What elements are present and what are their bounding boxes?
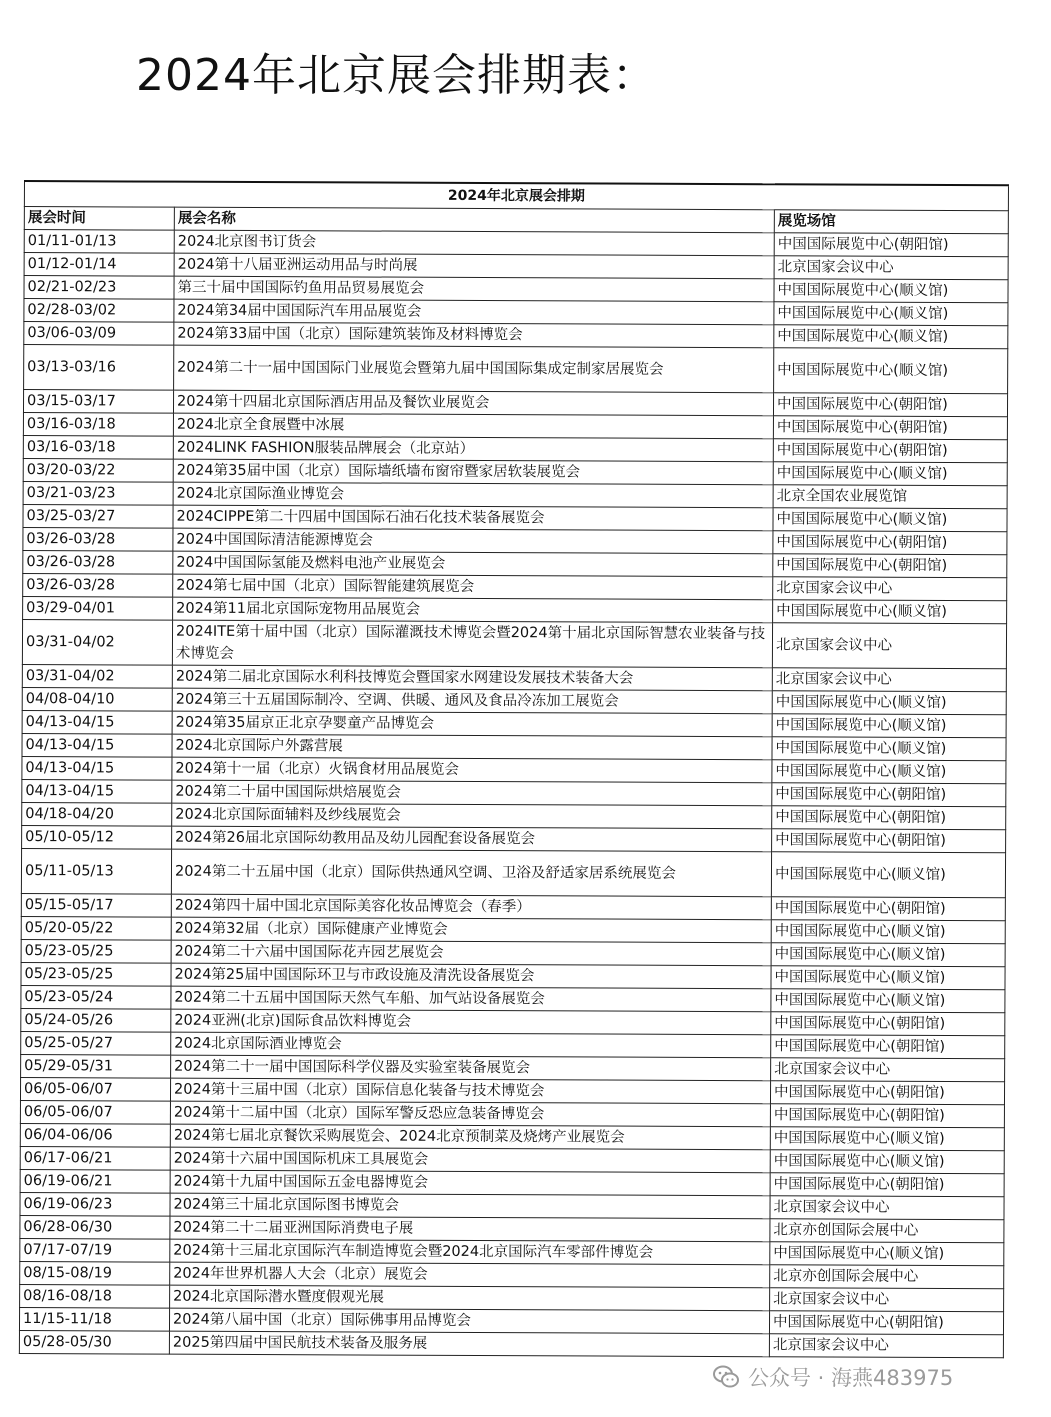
cell-venue: 中国国际展览中心(朝阳馆) (773, 416, 1007, 440)
cell-name: 2024第四十届中国北京国际美容化妆品博览会（春季） (171, 894, 771, 920)
cell-name: 2025第四届中国民航技术装备及服务展 (169, 1331, 769, 1357)
cell-venue: 中国国际展览中心(朝阳馆) (772, 829, 1006, 853)
cell-date: 03/16-03/18 (23, 412, 173, 436)
cell-venue: 中国国际展览中心(朝阳馆) (770, 1173, 1004, 1197)
cell-name: 2024第25届中国国际环卫与市政设施及清洗设备展览会 (171, 963, 771, 989)
cell-name: 2024北京国际酒业博览会 (171, 1032, 771, 1058)
schedule-sheet (19, 180, 1008, 1358)
cell-date: 02/21-02/23 (24, 276, 174, 300)
cell-venue: 北京国家会议中心 (771, 1058, 1005, 1082)
cell-venue: 中国国际展览中心(顺义馆) (772, 737, 1006, 761)
cell-date: 03/25-03/27 (23, 504, 173, 528)
cell-venue: 北京亦创国际会展中心 (770, 1219, 1004, 1243)
cell-venue: 中国国际展览中心(顺义馆) (774, 279, 1008, 303)
cell-date: 05/25-05/27 (21, 1031, 171, 1055)
cell-venue: 中国国际展览中心(顺义馆) (771, 943, 1005, 967)
cell-name: 2024第35届中国（北京）国际墙纸墙布窗帘暨家居软装展览会 (173, 459, 773, 485)
cell-name: 2024第26届北京国际幼教用品及幼儿园配套设备展览会 (172, 826, 772, 852)
cell-name: 2024第十四届北京国际酒店用品及餐饮业展览会 (173, 390, 773, 416)
cell-venue: 中国国际展览中心(朝阳馆) (769, 1311, 1003, 1335)
cell-venue: 北京国家会议中心 (774, 256, 1008, 280)
cell-date: 03/20-03/22 (23, 458, 173, 482)
cell-date: 06/05-06/07 (20, 1077, 170, 1101)
cell-date: 08/16-08/18 (20, 1284, 170, 1308)
cell-venue: 北京国家会议中心 (772, 668, 1006, 692)
table-caption: 2024年北京展会排期 (24, 181, 1008, 211)
cell-date: 06/19-06/21 (20, 1169, 170, 1193)
watermark-text: 公众号 · 海燕483975 (748, 1366, 954, 1390)
cell-venue: 中国国际展览中心(顺义馆) (773, 508, 1007, 532)
cell-date: 06/19-06/23 (20, 1192, 170, 1216)
cell-venue: 中国国际展览中心(顺义馆) (771, 920, 1005, 944)
cell-venue: 北京国家会议中心 (772, 623, 1006, 669)
cell-name: 2024年世界机器人大会（北京）展览会 (170, 1262, 770, 1288)
cell-name: 2024第十八届亚洲运动用品与时尚展 (174, 253, 774, 279)
cell-date: 03/16-03/18 (23, 435, 173, 459)
cell-venue: 中国国际展览中心(朝阳馆) (773, 554, 1007, 578)
cell-name: 2024第二十一届中国国际科学仪器及实验室装备展览会 (171, 1055, 771, 1081)
cell-name: 2024第34届中国国际汽车用品展览会 (174, 299, 774, 325)
cell-date: 05/11-05/13 (21, 848, 171, 894)
cell-name: 2024第七届北京餐饮采购展览会、2024北京预制菜及烧烤产业展览会 (170, 1124, 770, 1150)
cell-venue: 北京国家会议中心 (773, 577, 1007, 601)
cell-date: 04/08-04/10 (22, 687, 172, 711)
cell-date: 03/13-03/16 (24, 345, 174, 391)
cell-name: 2024第32届（北京）国际健康产业博览会 (171, 917, 771, 943)
cell-venue: 北京国家会议中心 (769, 1334, 1003, 1358)
cell-date: 06/05-06/07 (20, 1100, 170, 1124)
table-row (19, 1330, 1003, 1357)
table-body (19, 230, 1008, 1358)
cell-venue: 中国国际展览中心(朝阳馆) (772, 806, 1006, 830)
cell-name: 2024第二十一届中国国际门业展览会暨第九届中国国际集成定制家居展览会 (174, 345, 774, 393)
cell-name: 2024第二十六届中国国际花卉园艺展览会 (171, 940, 771, 966)
cell-name: 2024第十九届中国国际五金电器博览会 (170, 1170, 770, 1196)
cell-name: 2024亚洲(北京)国际食品饮料博览会 (171, 1009, 771, 1035)
cell-date: 06/04-06/06 (20, 1123, 170, 1147)
cell-name: 2024第十三届北京国际汽车制造博览会暨2024北京国际汽车零部件博览会 (170, 1239, 770, 1265)
cell-name: 2024北京国际渔业博览会 (173, 482, 773, 508)
cell-name: 2024北京国际面辅料及纱线展览会 (172, 803, 772, 829)
cell-venue: 北京亦创国际会展中心 (770, 1265, 1004, 1289)
cell-name: 2024中国国际氢能及燃料电池产业展览会 (173, 551, 773, 577)
cell-name: 2024北京全食展暨中冰展 (173, 413, 773, 439)
cell-date: 03/06-03/09 (24, 322, 174, 346)
header-venue: 展览场馆 (774, 210, 1008, 234)
cell-date: 03/21-03/23 (23, 481, 173, 505)
cell-venue: 中国国际展览中心(朝阳馆) (773, 531, 1007, 555)
cell-date: 04/13-04/15 (22, 756, 172, 780)
cell-date: 01/11-01/13 (24, 230, 174, 254)
cell-date: 05/24-05/26 (21, 1008, 171, 1032)
cell-name: 2024第三十五届国际制冷、空调、供暖、通风及食品冷冻加工展览会 (172, 688, 772, 714)
cell-date: 07/17-07/19 (20, 1238, 170, 1262)
cell-name: 2024第七届中国（北京）国际智能建筑展览会 (173, 574, 773, 600)
cell-venue: 中国国际展览中心(朝阳馆) (771, 1035, 1005, 1059)
cell-date: 02/28-03/02 (24, 299, 174, 323)
cell-date: 04/13-04/15 (22, 779, 172, 803)
cell-date: 05/15-05/17 (21, 893, 171, 917)
cell-name: 2024北京国际潜水暨度假观光展 (170, 1285, 770, 1311)
cell-venue: 中国国际展览中心(顺义馆) (774, 325, 1008, 349)
cell-name: 2024ITE第十届中国（北京）国际灌溉技术博览会暨2024第十届北京国际智慧农业装备与技术博览会 (172, 620, 772, 668)
cell-venue: 中国国际展览中心(朝阳馆) (770, 1081, 1004, 1105)
cell-venue: 北京国家会议中心 (770, 1196, 1004, 1220)
cell-venue: 中国国际展览中心(朝阳馆) (770, 1104, 1004, 1128)
cell-name: 2024第二十届中国国际烘焙展览会 (172, 780, 772, 806)
cell-venue: 中国国际展览中心(顺义馆) (770, 1242, 1004, 1266)
cell-name: 2024北京图书订货会 (174, 230, 774, 256)
cell-name: 2024第八届中国（北京）国际佛事用品博览会 (169, 1308, 769, 1334)
cell-date: 05/23-05/25 (21, 939, 171, 963)
cell-date: 03/31-04/02 (22, 619, 172, 665)
table-row (21, 848, 1005, 897)
cell-venue: 北京全国农业展览馆 (773, 485, 1007, 509)
cell-venue: 北京国家会议中心 (770, 1288, 1004, 1312)
cell-date: 05/23-05/25 (21, 962, 171, 986)
cell-date: 03/29-04/01 (23, 596, 173, 620)
wechat-icon (712, 1363, 740, 1391)
cell-venue: 中国国际展览中心(顺义馆) (774, 302, 1008, 326)
cell-date: 01/12-01/14 (24, 253, 174, 277)
cell-date: 11/15-11/18 (19, 1307, 169, 1331)
cell-name: 2024北京国际户外露营展 (172, 734, 772, 760)
cell-venue: 中国国际展览中心(顺义馆) (772, 691, 1006, 715)
cell-name: 2024中国国际清洁能源博览会 (173, 528, 773, 554)
watermark (712, 1360, 953, 1394)
cell-name: 2024第十三届中国（北京）国际信息化装备与技术博览会 (170, 1078, 770, 1104)
cell-name: 2024第二十五届中国（北京）国际供热通风空调、卫浴及舒适家居系统展览会 (171, 849, 771, 897)
cell-venue: 中国国际展览中心(朝阳馆) (774, 233, 1008, 257)
cell-venue: 中国国际展览中心(顺义馆) (773, 462, 1007, 486)
cell-date: 03/31-04/02 (22, 664, 172, 688)
cell-name: 2024第35届京正北京孕婴童产品博览会 (172, 711, 772, 737)
cell-date: 03/26-03/28 (23, 573, 173, 597)
cell-date: 04/18-04/20 (22, 802, 172, 826)
cell-date: 06/17-06/21 (20, 1146, 170, 1170)
cell-venue: 中国国际展览中心(顺义馆) (770, 1150, 1004, 1174)
cell-name: 2024CIPPE第二十四届中国国际石油石化技术装备展览会 (173, 505, 773, 531)
cell-name: 第三十届中国国际钓鱼用品贸易展览会 (174, 276, 774, 302)
cell-venue: 中国国际展览中心(顺义馆) (772, 714, 1006, 738)
cell-venue: 中国国际展览中心(顺义馆) (771, 966, 1005, 990)
cell-date: 03/26-03/28 (23, 550, 173, 574)
cell-venue: 中国国际展览中心(顺义馆) (772, 760, 1006, 784)
cell-name: 2024第十二届中国（北京）国际军警反恐应急装备博览会 (170, 1101, 770, 1127)
cell-date: 06/28-06/30 (20, 1215, 170, 1239)
cell-name: 2024第33届中国（北京）国际建筑装饰及材料博览会 (174, 322, 774, 348)
header-date: 展会时间 (24, 207, 174, 231)
cell-venue: 中国国际展览中心(朝阳馆) (773, 393, 1007, 417)
cell-venue: 中国国际展览中心(顺义馆) (771, 852, 1005, 898)
cell-venue: 中国国际展览中心(顺义馆) (774, 348, 1008, 394)
cell-name: 2024第十六届中国国际机床工具展览会 (170, 1147, 770, 1173)
exhibition-schedule-table (19, 180, 1009, 1358)
cell-venue: 中国国际展览中心(朝阳馆) (772, 783, 1006, 807)
cell-date: 05/23-05/24 (21, 985, 171, 1009)
cell-date: 04/13-04/15 (22, 733, 172, 757)
cell-date: 08/15-08/19 (20, 1261, 170, 1285)
page-title: 2024年北京展会排期表： (136, 50, 657, 101)
cell-name: 2024第二十二届亚洲国际消费电子展 (170, 1216, 770, 1242)
cell-date: 05/28-05/30 (19, 1330, 169, 1354)
cell-date: 05/10-05/12 (22, 825, 172, 849)
cell-name: 2024第11届北京国际宠物用品展览会 (173, 597, 773, 623)
cell-name: 2024第二十五届中国国际天然气车船、加气站设备展览会 (171, 986, 771, 1012)
cell-date: 03/15-03/17 (23, 390, 173, 414)
cell-name: 2024第十一届（北京）火锅食材用品展览会 (172, 757, 772, 783)
cell-date: 04/13-04/15 (22, 710, 172, 734)
cell-name: 2024第三十届北京国际图书博览会 (170, 1193, 770, 1219)
cell-name: 2024LINK FASHION服装品牌展会（北京站） (173, 436, 773, 462)
cell-name: 2024第二届北京国际水利科技博览会暨国家水网建设发展技术装备大会 (172, 665, 772, 691)
cell-date: 05/29-05/31 (21, 1054, 171, 1078)
cell-venue: 中国国际展览中心(朝阳馆) (773, 439, 1007, 463)
cell-venue: 中国国际展览中心(顺义馆) (771, 989, 1005, 1013)
table-row (22, 619, 1006, 668)
cell-date: 03/26-03/28 (23, 527, 173, 551)
cell-date: 05/20-05/22 (21, 916, 171, 940)
table-row (24, 345, 1008, 394)
cell-venue: 中国国际展览中心(朝阳馆) (771, 1012, 1005, 1036)
header-name: 展会名称 (174, 207, 774, 233)
cell-venue: 中国国际展览中心(顺义馆) (773, 600, 1007, 624)
cell-venue: 中国国际展览中心(顺义馆) (770, 1127, 1004, 1151)
cell-venue: 中国国际展览中心(朝阳馆) (771, 897, 1005, 921)
